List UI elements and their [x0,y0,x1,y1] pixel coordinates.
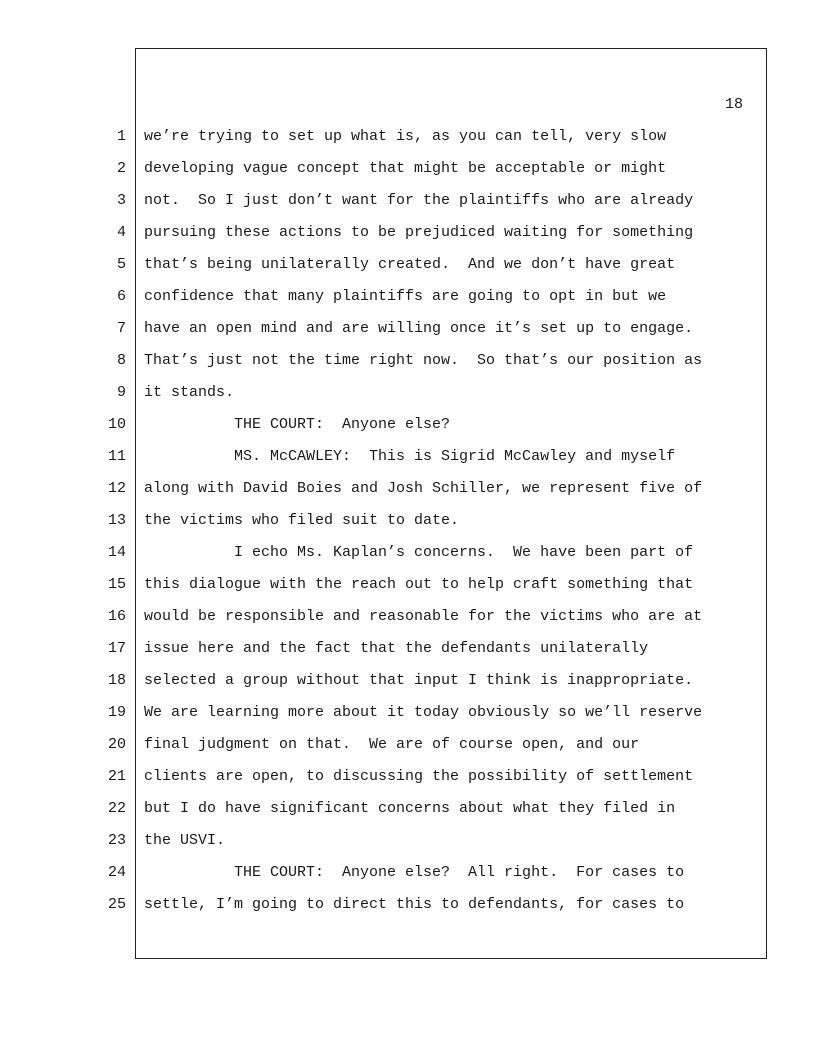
line-number: 6 [116,288,126,305]
transcript-line: that’s being unilaterally created. And we don’t have great [144,256,676,273]
transcript-line: would be responsible and reasonable for the victims who are at [144,608,703,625]
line-number: 13 [107,512,126,529]
line-number: 9 [116,384,126,401]
line-number: 14 [107,544,126,561]
transcript-line: not. So I just don’t want for the plaintiffs who are already [144,192,694,209]
line-number: 5 [116,256,126,273]
transcript-line: confidence that many plaintiffs are going to opt in but we [144,288,667,305]
line-number-column [96,128,126,928]
transcript-line: it stands. [144,384,235,401]
line-number: 2 [116,160,126,177]
page-number: 18 [724,96,743,113]
line-number: 25 [107,896,126,913]
transcript-line: final judgment on that. We are of course open, and our [144,736,640,753]
transcript-line: We are learning more about it today obviously so we’ll reserve [144,704,703,721]
transcript-line: I echo Ms. Kaplan’s concerns. We have been part of [144,544,694,561]
line-number: 20 [107,736,126,753]
line-number: 7 [116,320,126,337]
line-number: 15 [107,576,126,593]
line-number: 17 [107,640,126,657]
line-number: 1 [116,128,126,145]
transcript-text [144,128,754,928]
transcript-line: have an open mind and are willing once it’s set up to engage. [144,320,694,337]
transcript-line: clients are open, to discussing the possibility of settlement [144,768,694,785]
line-number: 3 [116,192,126,209]
line-number: 4 [116,224,126,241]
transcript-line: THE COURT: Anyone else? [144,416,451,433]
line-number: 11 [107,448,126,465]
line-number: 12 [107,480,126,497]
line-number: 21 [107,768,126,785]
transcript-line: MS. McCAWLEY: This is Sigrid McCawley and myself [144,448,676,465]
line-number: 10 [107,416,126,433]
transcript-line: the victims who filed suit to date. [144,512,460,529]
transcript-line: developing vague concept that might be acceptable or might [144,160,667,177]
line-number: 22 [107,800,126,817]
line-number: 24 [107,864,126,881]
transcript-line: we’re trying to set up what is, as you can tell, very slow [144,128,667,145]
transcript-line: this dialogue with the reach out to help craft something that [144,576,694,593]
line-number: 19 [107,704,126,721]
line-number: 16 [107,608,126,625]
transcript-line: settle, I’m going to direct this to defendants, for cases to [144,896,685,913]
transcript-line: That’s just not the time right now. So that’s our position as [144,352,703,369]
transcript-line: THE COURT: Anyone else? All right. For cases to [144,864,685,881]
line-number: 23 [107,832,126,849]
transcript-line: selected a group without that input I think is inappropriate. [144,672,694,689]
transcript-line: issue here and the fact that the defendants unilaterally [144,640,649,657]
line-number: 8 [116,352,126,369]
transcript-line: along with David Boies and Josh Schiller, we represent five of [144,480,703,497]
transcript-line: the USVI. [144,832,226,849]
transcript-line: but I do have significant concerns about what they filed in [144,800,676,817]
transcript-line: pursuing these actions to be prejudiced waiting for something [144,224,694,241]
line-number: 18 [107,672,126,689]
